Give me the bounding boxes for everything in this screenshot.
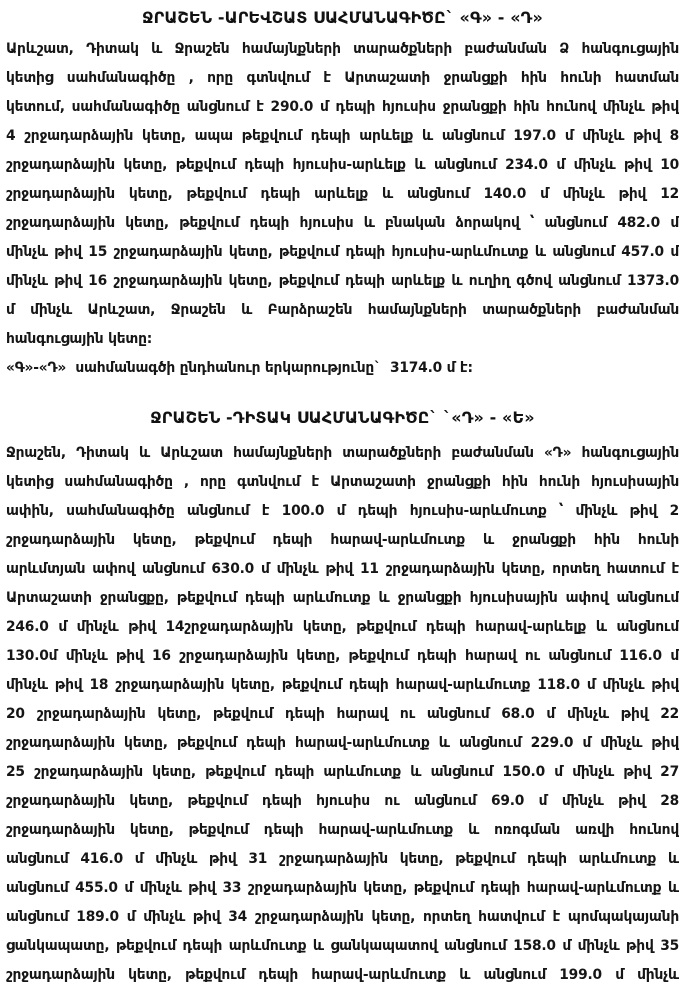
text-line: 20 շրջադարձային կետը, թեքվում դեպի հարավ ու անցնում 68.0 մ մինչև թիվ 22	[6, 706, 679, 722]
text-line: անցնում 455.0 մ մինչև թիվ 33 շրջադարձային կետը, թեքվում դեպի հարավ-արևմուտք և	[6, 880, 679, 896]
text-line: ափին, սահմանագիծը անցնում է 100.0 մ դեպի հյուսիս-արևմուտք ՝ մինչև թիվ 2	[6, 503, 679, 519]
text-line: շրջադարձային կետը, թեքվում դեպի հարավ-արևմուտք և ջրանցքի հին հունի	[6, 532, 679, 548]
text-line: մինչև թիվ 16 շրջադարձային կետը, թեքվում դեպի արևելք և ուղիղ գծով անցնում 1373.0	[6, 273, 679, 289]
text-line: արևմտյան ափով անցնում 630.0 մ մինչև թիվ 11 շրջադարձային կետը, որտեղ հատում է	[6, 561, 679, 577]
text-line: 246.0 մ մինչև թիվ 14շրջադարձային կետը, թեքվում դեպի հարավ-արևելք և անցնում	[6, 619, 679, 635]
section-2-paragraph	[6, 439, 679, 986]
text-line: Արտաշատի ջրանցքը, թեքվում դեպի արևմուտք և ջրանցքի հյուսիսային ափով անցնում	[6, 590, 679, 606]
text-line: մինչև թիվ 15 շրջադարձային կետը, թեքվում դեպի հյուսիս-արևմուտք և անցնում 457.0 մ	[6, 244, 679, 260]
text-line: կետից սահմանագիծը , որը գտնվում է Արտաշատի ջրանցքի հին հունի հատման	[6, 70, 679, 86]
text-line: շրջադարձային կետը, թեքվում դեպի հարավ-արևմուտք և անցնում 199.0 մ մինչև	[6, 967, 679, 983]
text-line: անցնում 416.0 մ մինչև թիվ 31 շրջադարձային կետը, թեքվում դեպի արևմուտք և	[6, 851, 679, 867]
text-line: հանգուցային կետը:	[6, 331, 153, 347]
text-line: շրջադարձային կետը, թեքվում դեպի հարավ-արևմուտք և ոռոգման առվի հունով	[6, 822, 679, 838]
text-line: շրջադարձային կետը, թեքվում դեպի հյուսիս-արևելք և անցնում 234.0 մ մինչև թիվ 10	[6, 157, 679, 173]
text-line: շրջադարձային կետը, թեքվում դեպի հյուսիս և բնական ձորակով ՝ անցնում 482.0 մ	[6, 215, 679, 231]
text-line: մինչև թիվ 18 շրջադարձային կետը, թեքվում դեպի հարավ-արևմուտք 118.0 մ մինչև թիվ	[6, 677, 679, 693]
text-line: կետից սահմանագիծը , որը գտնվում է Արտաշատի ջրանցքի հին հունի հյուսիսային	[6, 474, 679, 490]
text-line: 25 շրջադարձային կետը, թեքվում դեպի արևմուտք և անցնում 150.0 մ մինչև թիվ 27	[6, 764, 679, 780]
text-line: ցանկապատը, թեքվում դեպի արևմուտք և ցանկապատով անցնում 158.0 մ մինչև թիվ 35	[6, 938, 679, 954]
text-line: Արևշատ, Դիտակ և Ջրաշեն համայնքների տարածքների բաժանման Ձ հանգուցային	[6, 41, 679, 57]
section-1-title: ՋՐԱՇԵՆ -ԱՐԵՎՇԱՏ ՍԱՀՄԱՆԱԳԻԾԸ` «Գ» - «Դ»	[142, 8, 543, 27]
section-2-title: ՋՐԱՇԵՆ -ԴԻՏԱԿ ՍԱՀՄԱՆԱԳԻԾԸ` `«Դ» - «Ե»	[150, 408, 535, 427]
document-page	[0, 7, 685, 986]
text-line: 130.0մ մինչև թիվ 16 շրջադարձային կետը, թեքվում դեպի հարավ ու անցնում 116.0 մ	[6, 648, 679, 664]
text-line: մ մինչև Արևշատ, Ջրաշեն և Բարձրաշեն համայնքների տարածքների բաժանման	[6, 302, 679, 318]
text-line: շրջադարձային կետը, թեքվում դեպի արևելք և անցնում 140.0 մ մինչև թիվ 12	[6, 186, 679, 202]
text-line: Ջրաշեն, Դիտակ և Արևշատ համայնքների տարածքների բաժանման «Դ» հանգուցային	[6, 445, 679, 461]
text-line: 4 շրջադարձային կետը, ապա թեքվում դեպի արևելք և անցնում 197.0 մ մինչև թիվ 8	[6, 128, 679, 144]
section-1-paragraph	[6, 35, 679, 354]
total-length-line: «Գ»-«Դ» սահմանագծի ընդհանուր երկարությունը` 3174.0 մ է:	[6, 360, 473, 376]
text-line: կետում, սահմանագիծը անցնում է 290.0 մ դեպի հյուսիս ջրանցքի հին հունով մինչև թիվ	[6, 99, 679, 115]
text-line: շրջադարձային կետը, թեքվում դեպի հյուսիս ու անցնում 69.0 մ մինչև թիվ 28	[6, 793, 679, 809]
text-line: անցնում 189.0 մ մինչև թիվ 34 շրջադարձային կետը, որտեղ հատվում է պոմպակայանի	[6, 909, 679, 925]
text-line: շրջադարձային կետը, թեքվում դեպի հարավ-արևմուտք և անցնում 229.0 մ մինչև թիվ	[6, 735, 679, 751]
